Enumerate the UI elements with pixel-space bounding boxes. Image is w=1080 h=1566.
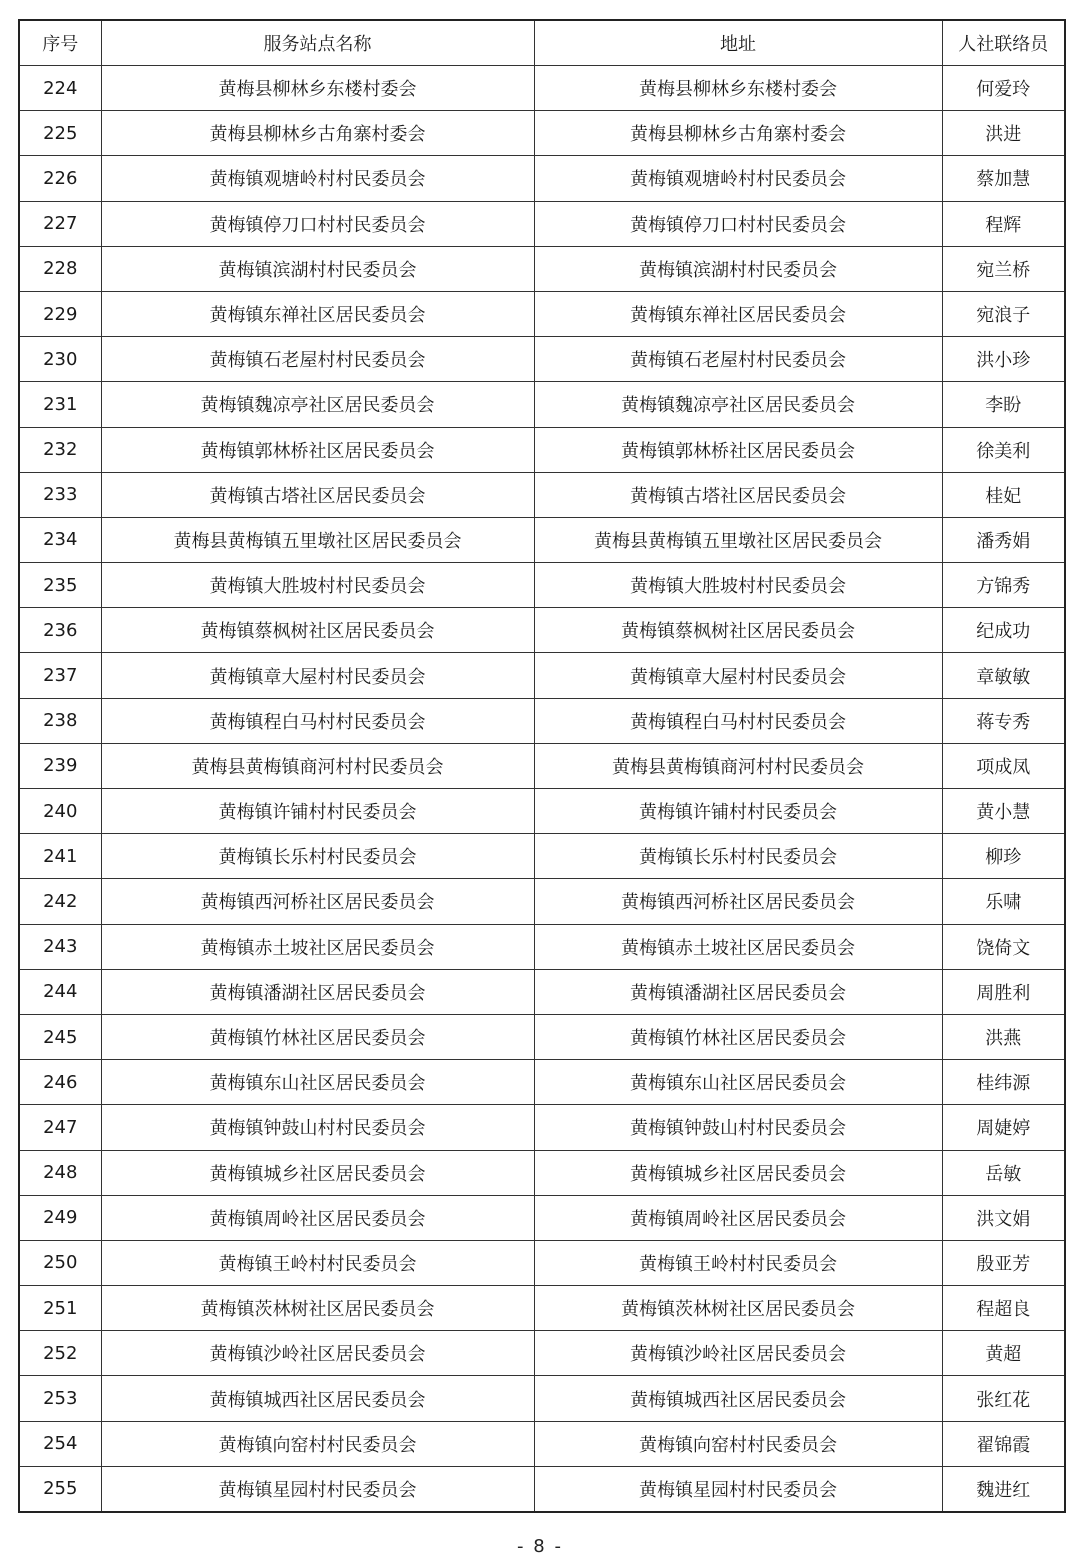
cell-contact: 饶倚文 bbox=[942, 924, 1065, 969]
cell-no: 247 bbox=[19, 1105, 101, 1150]
cell-contact: 徐美利 bbox=[942, 427, 1065, 472]
cell-station-name: 黄梅镇长乐村村民委员会 bbox=[101, 834, 534, 879]
cell-no: 242 bbox=[19, 879, 101, 924]
cell-no: 232 bbox=[19, 427, 101, 472]
table-row bbox=[19, 1014, 1065, 1059]
cell-station-name: 黄梅镇潘湖社区居民委员会 bbox=[101, 969, 534, 1014]
cell-contact: 黄超 bbox=[942, 1331, 1065, 1376]
table-row bbox=[19, 789, 1065, 834]
cell-station-name: 黄梅镇茨林树社区居民委员会 bbox=[101, 1286, 534, 1331]
cell-station-name: 黄梅镇钟鼓山村村民委员会 bbox=[101, 1105, 534, 1150]
cell-contact: 潘秀娟 bbox=[942, 517, 1065, 562]
cell-no: 238 bbox=[19, 698, 101, 743]
cell-no: 241 bbox=[19, 834, 101, 879]
table-row bbox=[19, 337, 1065, 382]
cell-station-name: 黄梅镇西河桥社区居民委员会 bbox=[101, 879, 534, 924]
cell-contact: 岳敏 bbox=[942, 1150, 1065, 1195]
cell-station-name: 黄梅县柳林乡古角寨村委会 bbox=[101, 111, 534, 156]
cell-address: 黄梅镇滨湖村村民委员会 bbox=[534, 246, 942, 291]
table-row bbox=[19, 517, 1065, 562]
cell-no: 236 bbox=[19, 608, 101, 653]
table-row bbox=[19, 1331, 1065, 1376]
cell-address: 黄梅县黄梅镇商河村村民委员会 bbox=[534, 743, 942, 788]
table-row bbox=[19, 66, 1065, 111]
cell-address: 黄梅镇石老屋村村民委员会 bbox=[534, 337, 942, 382]
cell-address: 黄梅镇东山社区居民委员会 bbox=[534, 1060, 942, 1105]
cell-no: 235 bbox=[19, 563, 101, 608]
table-row bbox=[19, 111, 1065, 156]
cell-address: 黄梅镇赤土坡社区居民委员会 bbox=[534, 924, 942, 969]
cell-contact: 桂纬源 bbox=[942, 1060, 1065, 1105]
header-address: 地址 bbox=[534, 20, 942, 66]
cell-contact: 洪小珍 bbox=[942, 337, 1065, 382]
cell-no: 233 bbox=[19, 472, 101, 517]
table-row bbox=[19, 1105, 1065, 1150]
cell-no: 229 bbox=[19, 291, 101, 336]
cell-no: 231 bbox=[19, 382, 101, 427]
cell-station-name: 黄梅镇竹林社区居民委员会 bbox=[101, 1014, 534, 1059]
table-row bbox=[19, 1195, 1065, 1240]
cell-station-name: 黄梅镇郭林桥社区居民委员会 bbox=[101, 427, 534, 472]
cell-contact: 洪进 bbox=[942, 111, 1065, 156]
cell-address: 黄梅镇沙岭社区居民委员会 bbox=[534, 1331, 942, 1376]
cell-contact: 纪成功 bbox=[942, 608, 1065, 653]
cell-address: 黄梅镇东禅社区居民委员会 bbox=[534, 291, 942, 336]
cell-station-name: 黄梅镇周岭社区居民委员会 bbox=[101, 1195, 534, 1240]
cell-no: 249 bbox=[19, 1195, 101, 1240]
table-row bbox=[19, 1286, 1065, 1331]
cell-contact: 洪文娟 bbox=[942, 1195, 1065, 1240]
cell-station-name: 黄梅镇石老屋村村民委员会 bbox=[101, 337, 534, 382]
cell-contact: 黄小慧 bbox=[942, 789, 1065, 834]
cell-address: 黄梅镇周岭社区居民委员会 bbox=[534, 1195, 942, 1240]
cell-no: 250 bbox=[19, 1240, 101, 1285]
cell-no: 239 bbox=[19, 743, 101, 788]
table-row bbox=[19, 969, 1065, 1014]
cell-contact: 乐啸 bbox=[942, 879, 1065, 924]
cell-no: 252 bbox=[19, 1331, 101, 1376]
table-row bbox=[19, 1150, 1065, 1195]
cell-address: 黄梅县柳林乡古角寨村委会 bbox=[534, 111, 942, 156]
cell-no: 243 bbox=[19, 924, 101, 969]
cell-station-name: 黄梅县柳林乡东楼村委会 bbox=[101, 66, 534, 111]
service-station-table bbox=[18, 19, 1066, 1513]
cell-contact: 柳珍 bbox=[942, 834, 1065, 879]
cell-address: 黄梅镇郭林桥社区居民委员会 bbox=[534, 427, 942, 472]
cell-contact: 方锦秀 bbox=[942, 563, 1065, 608]
cell-station-name: 黄梅镇城乡社区居民委员会 bbox=[101, 1150, 534, 1195]
cell-contact: 张红花 bbox=[942, 1376, 1065, 1421]
cell-station-name: 黄梅镇星园村村民委员会 bbox=[101, 1466, 534, 1512]
cell-contact: 李盼 bbox=[942, 382, 1065, 427]
cell-station-name: 黄梅镇东山社区居民委员会 bbox=[101, 1060, 534, 1105]
cell-address: 黄梅镇长乐村村民委员会 bbox=[534, 834, 942, 879]
header-no: 序号 bbox=[19, 20, 101, 66]
table-row bbox=[19, 743, 1065, 788]
cell-contact: 宛兰桥 bbox=[942, 246, 1065, 291]
cell-address: 黄梅镇潘湖社区居民委员会 bbox=[534, 969, 942, 1014]
cell-station-name: 黄梅镇停刀口村村民委员会 bbox=[101, 201, 534, 246]
cell-station-name: 黄梅镇大胜坡村村民委员会 bbox=[101, 563, 534, 608]
cell-no: 224 bbox=[19, 66, 101, 111]
cell-no: 234 bbox=[19, 517, 101, 562]
cell-address: 黄梅镇向窑村村民委员会 bbox=[534, 1421, 942, 1466]
table-row bbox=[19, 1466, 1065, 1512]
table-row bbox=[19, 608, 1065, 653]
table-body bbox=[19, 66, 1065, 1513]
cell-contact: 何爱玲 bbox=[942, 66, 1065, 111]
cell-station-name: 黄梅镇许铺村村民委员会 bbox=[101, 789, 534, 834]
table-row bbox=[19, 382, 1065, 427]
cell-no: 228 bbox=[19, 246, 101, 291]
cell-address: 黄梅镇许铺村村民委员会 bbox=[534, 789, 942, 834]
cell-contact: 蔡加慧 bbox=[942, 156, 1065, 201]
cell-no: 225 bbox=[19, 111, 101, 156]
cell-no: 251 bbox=[19, 1286, 101, 1331]
cell-contact: 洪燕 bbox=[942, 1014, 1065, 1059]
cell-contact: 魏进红 bbox=[942, 1466, 1065, 1512]
cell-no: 253 bbox=[19, 1376, 101, 1421]
cell-contact: 宛浪子 bbox=[942, 291, 1065, 336]
cell-address: 黄梅镇观塘岭村村民委员会 bbox=[534, 156, 942, 201]
cell-no: 244 bbox=[19, 969, 101, 1014]
table-row bbox=[19, 698, 1065, 743]
cell-address: 黄梅镇钟鼓山村村民委员会 bbox=[534, 1105, 942, 1150]
cell-address: 黄梅镇魏凉亭社区居民委员会 bbox=[534, 382, 942, 427]
cell-contact: 桂妃 bbox=[942, 472, 1065, 517]
table-row bbox=[19, 156, 1065, 201]
page-number: - 8 - bbox=[517, 1536, 563, 1557]
cell-contact: 蒋专秀 bbox=[942, 698, 1065, 743]
cell-station-name: 黄梅镇滨湖村村民委员会 bbox=[101, 246, 534, 291]
cell-address: 黄梅县黄梅镇五里墩社区居民委员会 bbox=[534, 517, 942, 562]
document-page bbox=[18, 19, 1064, 1513]
cell-contact: 周婕婷 bbox=[942, 1105, 1065, 1150]
table-header-row bbox=[19, 20, 1065, 66]
cell-address: 黄梅镇停刀口村村民委员会 bbox=[534, 201, 942, 246]
table-row bbox=[19, 1240, 1065, 1285]
cell-contact: 章敏敏 bbox=[942, 653, 1065, 698]
cell-no: 240 bbox=[19, 789, 101, 834]
cell-address: 黄梅镇茨林树社区居民委员会 bbox=[534, 1286, 942, 1331]
cell-station-name: 黄梅镇古塔社区居民委员会 bbox=[101, 472, 534, 517]
cell-address: 黄梅镇西河桥社区居民委员会 bbox=[534, 879, 942, 924]
cell-no: 245 bbox=[19, 1014, 101, 1059]
cell-address: 黄梅镇古塔社区居民委员会 bbox=[534, 472, 942, 517]
cell-contact: 周胜利 bbox=[942, 969, 1065, 1014]
cell-no: 227 bbox=[19, 201, 101, 246]
cell-station-name: 黄梅镇魏凉亭社区居民委员会 bbox=[101, 382, 534, 427]
cell-address: 黄梅镇王岭村村民委员会 bbox=[534, 1240, 942, 1285]
table-row bbox=[19, 653, 1065, 698]
table-row bbox=[19, 291, 1065, 336]
cell-station-name: 黄梅镇观塘岭村村民委员会 bbox=[101, 156, 534, 201]
cell-contact: 殷亚芳 bbox=[942, 1240, 1065, 1285]
cell-no: 230 bbox=[19, 337, 101, 382]
table-row bbox=[19, 1060, 1065, 1105]
cell-station-name: 黄梅镇向窑村村民委员会 bbox=[101, 1421, 534, 1466]
table-row bbox=[19, 427, 1065, 472]
cell-station-name: 黄梅镇章大屋村村民委员会 bbox=[101, 653, 534, 698]
cell-contact: 翟锦霞 bbox=[942, 1421, 1065, 1466]
cell-station-name: 黄梅镇沙岭社区居民委员会 bbox=[101, 1331, 534, 1376]
table-row bbox=[19, 1376, 1065, 1421]
cell-no: 254 bbox=[19, 1421, 101, 1466]
cell-station-name: 黄梅县黄梅镇商河村村民委员会 bbox=[101, 743, 534, 788]
cell-address: 黄梅镇大胜坡村村民委员会 bbox=[534, 563, 942, 608]
cell-station-name: 黄梅镇程白马村村民委员会 bbox=[101, 698, 534, 743]
cell-no: 255 bbox=[19, 1466, 101, 1512]
cell-no: 248 bbox=[19, 1150, 101, 1195]
cell-contact: 项成凤 bbox=[942, 743, 1065, 788]
cell-no: 226 bbox=[19, 156, 101, 201]
header-station-name: 服务站点名称 bbox=[101, 20, 534, 66]
table-row bbox=[19, 246, 1065, 291]
cell-contact: 程辉 bbox=[942, 201, 1065, 246]
table-row bbox=[19, 201, 1065, 246]
table-row bbox=[19, 924, 1065, 969]
cell-contact: 程超良 bbox=[942, 1286, 1065, 1331]
cell-station-name: 黄梅镇赤土坡社区居民委员会 bbox=[101, 924, 534, 969]
cell-station-name: 黄梅县黄梅镇五里墩社区居民委员会 bbox=[101, 517, 534, 562]
cell-station-name: 黄梅镇东禅社区居民委员会 bbox=[101, 291, 534, 336]
cell-address: 黄梅镇星园村村民委员会 bbox=[534, 1466, 942, 1512]
cell-address: 黄梅镇程白马村村民委员会 bbox=[534, 698, 942, 743]
cell-address: 黄梅镇竹林社区居民委员会 bbox=[534, 1014, 942, 1059]
cell-address: 黄梅镇城西社区居民委员会 bbox=[534, 1376, 942, 1421]
cell-address: 黄梅县柳林乡东楼村委会 bbox=[534, 66, 942, 111]
cell-station-name: 黄梅镇城西社区居民委员会 bbox=[101, 1376, 534, 1421]
cell-station-name: 黄梅镇王岭村村民委员会 bbox=[101, 1240, 534, 1285]
table-row bbox=[19, 1421, 1065, 1466]
table-row bbox=[19, 563, 1065, 608]
cell-no: 237 bbox=[19, 653, 101, 698]
cell-address: 黄梅镇章大屋村村民委员会 bbox=[534, 653, 942, 698]
table-row bbox=[19, 472, 1065, 517]
cell-no: 246 bbox=[19, 1060, 101, 1105]
table-row bbox=[19, 834, 1065, 879]
cell-address: 黄梅镇城乡社区居民委员会 bbox=[534, 1150, 942, 1195]
cell-station-name: 黄梅镇蔡枫树社区居民委员会 bbox=[101, 608, 534, 653]
table-row bbox=[19, 879, 1065, 924]
header-contact: 人社联络员 bbox=[942, 20, 1065, 66]
cell-address: 黄梅镇蔡枫树社区居民委员会 bbox=[534, 608, 942, 653]
